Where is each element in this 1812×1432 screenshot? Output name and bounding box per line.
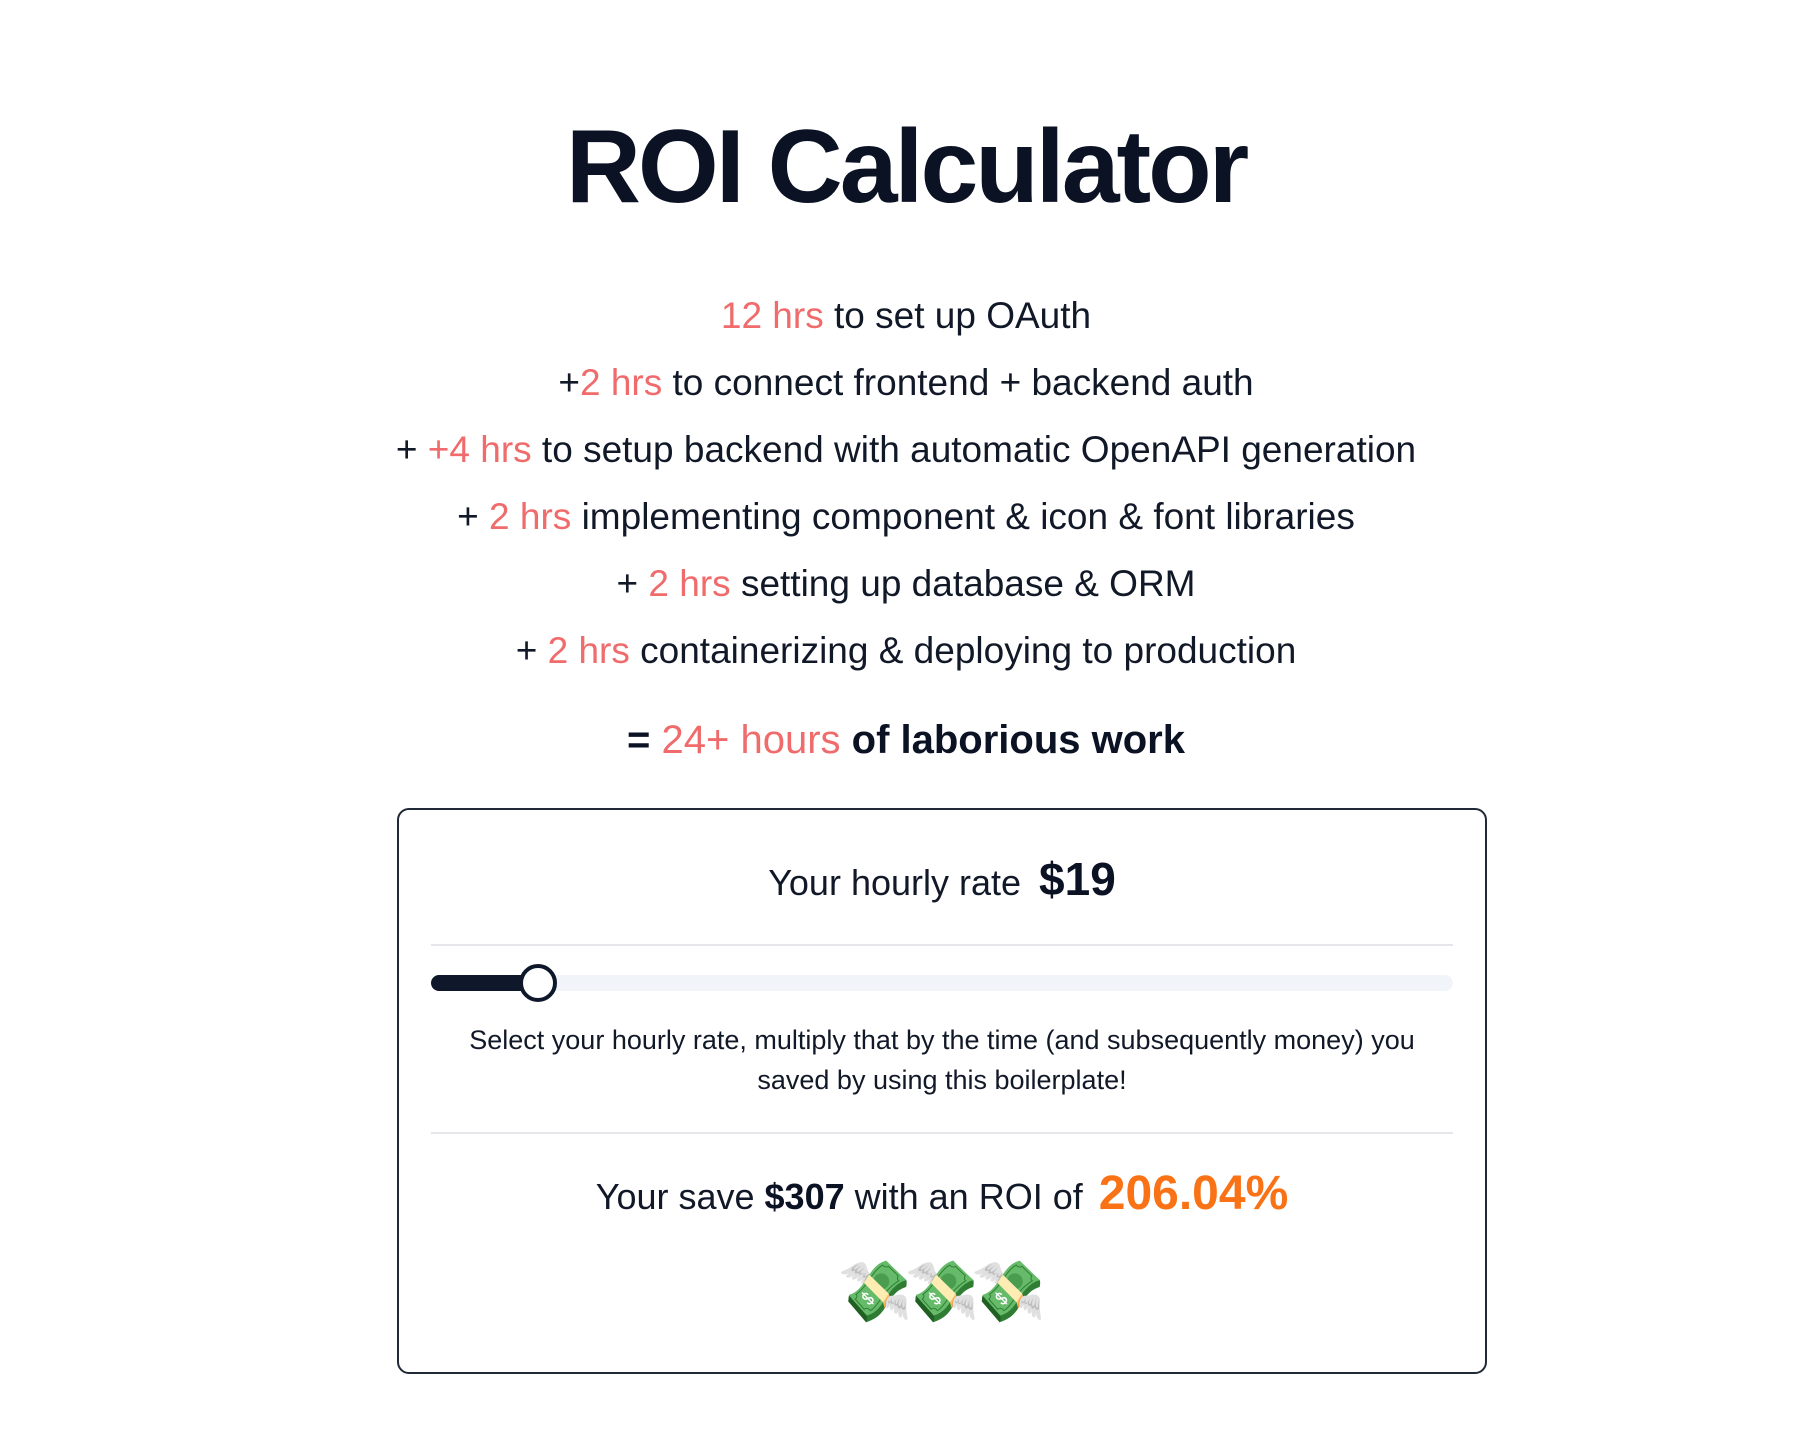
savings-summary	[399, 1166, 1485, 1221]
hourly-rate-label: Your hourly rate	[768, 862, 1022, 903]
time-breakdown	[0, 282, 1812, 684]
breakdown-line-libraries	[0, 483, 1812, 550]
hourly-rate-value: $19	[1039, 853, 1116, 905]
roi-card	[397, 808, 1487, 1374]
savings-amount: $307	[764, 1176, 845, 1217]
breakdown-text: to setup backend with automatic OpenAPI generation	[531, 429, 1417, 470]
breakdown-text: implementing component & icon & font libraries	[571, 496, 1355, 537]
money-icons	[399, 1257, 1485, 1327]
breakdown-line-deploy	[0, 617, 1812, 684]
breakdown-hours: 2 hrs	[489, 496, 572, 537]
breakdown-prefix: +	[616, 563, 649, 604]
hourly-rate-slider[interactable]	[431, 975, 1453, 991]
savings-middle: with an ROI of	[844, 1176, 1083, 1217]
breakdown-text: containerizing & deploying to production	[629, 630, 1297, 671]
savings-prefix: Your save	[595, 1176, 765, 1217]
breakdown-line-backend	[0, 416, 1812, 483]
hourly-rate-row	[399, 852, 1485, 906]
breakdown-text: setting up database & ORM	[730, 563, 1196, 604]
breakdown-text: to set up OAuth	[823, 295, 1092, 336]
divider	[431, 944, 1453, 946]
breakdown-text: to connect frontend + backend auth	[662, 362, 1254, 403]
breakdown-line-oauth	[0, 282, 1812, 349]
breakdown-hours: 2 hrs	[648, 563, 731, 604]
breakdown-hours: 2 hrs	[547, 630, 630, 671]
breakdown-hours: 12 hrs	[720, 295, 824, 336]
total-suffix: of laborious work	[840, 718, 1185, 762]
breakdown-prefix: +	[395, 429, 428, 470]
breakdown-line-database	[0, 550, 1812, 617]
money-with-wings-icon: 💸	[837, 1257, 913, 1327]
breakdown-hours: 2 hrs	[579, 362, 663, 403]
breakdown-prefix: +	[515, 630, 548, 671]
breakdown-prefix: +	[457, 496, 490, 537]
page-title: ROI Calculator	[565, 109, 1247, 225]
breakdown-line-auth-connect	[0, 349, 1812, 416]
divider	[431, 1132, 1453, 1134]
money-with-wings-icon: 💸	[904, 1257, 980, 1327]
helper-text: Select your hourly rate, multiply that by the time (and subsequently money) you saved by using this boilerplate!	[469, 1025, 1415, 1095]
total-prefix: =	[627, 718, 662, 762]
total-hours-summary	[0, 718, 1812, 763]
money-with-wings-icon: 💸	[971, 1257, 1047, 1327]
breakdown-hours: +4 hrs	[427, 429, 532, 470]
total-hours: 24+ hours	[661, 718, 841, 762]
slider-thumb[interactable]	[519, 964, 557, 1002]
roi-percentage: 206.04%	[1098, 1167, 1289, 1220]
breakdown-prefix: +	[558, 362, 580, 403]
